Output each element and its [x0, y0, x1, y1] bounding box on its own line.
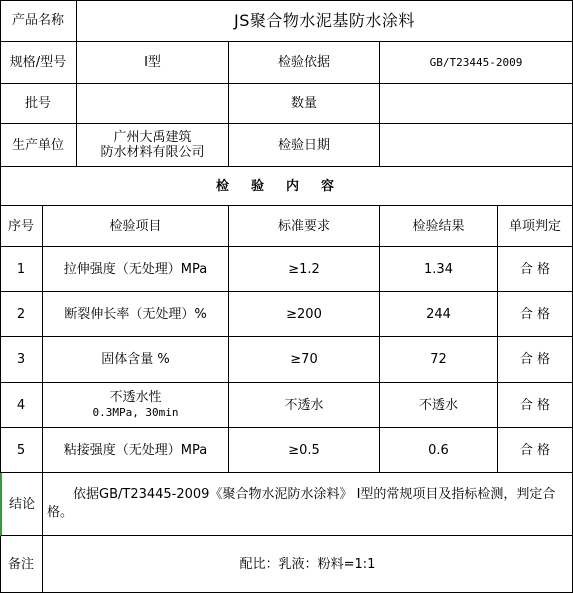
row-1-verdict: 合 格 [498, 247, 573, 292]
row-4-result: 不透水 [380, 383, 498, 428]
conclusion-label: 结论 [0, 473, 43, 536]
row-4-verdict: 合 格 [498, 383, 573, 428]
col-header-requirement: 标准要求 [229, 206, 380, 247]
row-4-no: 4 [0, 383, 43, 428]
row-1-no: 1 [0, 247, 43, 292]
inspection-date-label: 检验日期 [229, 124, 380, 167]
batch-value [77, 84, 229, 124]
row-3-result: 72 [380, 337, 498, 383]
manufacturer-line-1: 广州大禹建筑 [113, 130, 192, 145]
row-3-no: 3 [0, 337, 43, 383]
remark-text: 配比：乳液：粉料=1:1 [43, 536, 573, 593]
row-2-verdict: 合 格 [498, 292, 573, 337]
manufacturer-value [77, 124, 229, 167]
row-5-no: 5 [0, 428, 43, 473]
product-name-label: 产品名称 [0, 0, 77, 42]
section-title: 检验内容 [0, 167, 573, 206]
row-5-result: 0.6 [380, 428, 498, 473]
manufacturer-label: 生产单位 [0, 124, 77, 167]
basis-label: 检验依据 [229, 42, 380, 84]
row-4-item [43, 383, 229, 428]
row-2-no: 2 [0, 292, 43, 337]
batch-label: 批号 [0, 84, 77, 124]
row-4-item-line-2: 0.3MPa, 30min [92, 406, 179, 419]
basis-value: GB/T23445-2009 [380, 42, 573, 84]
col-header-item: 检验项目 [43, 206, 229, 247]
row-1-item: 拉伸强度（无处理）MPa [43, 247, 229, 292]
spec-value: Ⅰ型 [77, 42, 229, 84]
row-3-verdict: 合 格 [498, 337, 573, 383]
row-2-result: 244 [380, 292, 498, 337]
quantity-value [380, 84, 573, 124]
col-header-verdict: 单项判定 [498, 206, 573, 247]
row-1-result: 1.34 [380, 247, 498, 292]
spec-label: 规格/型号 [0, 42, 77, 84]
row-3-requirement: ≥70 [229, 337, 380, 383]
row-1-requirement: ≥1.2 [229, 247, 380, 292]
conclusion-text: 依据GB/T23445-2009《聚合物水泥防水涂料》 Ⅰ型的常规项目及指标检测，判定合格。 [43, 473, 573, 536]
row-5-item: 粘接强度（无处理）MPa [43, 428, 229, 473]
remark-label: 备注 [0, 536, 43, 593]
product-name-value: JS聚合物水泥基防水涂料 [77, 0, 573, 42]
row-2-requirement: ≥200 [229, 292, 380, 337]
row-2-item: 断裂伸长率（无处理）% [43, 292, 229, 337]
manufacturer-line-2: 防水材料有限公司 [100, 145, 205, 160]
row-5-requirement: ≥0.5 [229, 428, 380, 473]
row-4-requirement: 不透水 [229, 383, 380, 428]
quantity-label: 数量 [229, 84, 380, 124]
col-header-no: 序号 [0, 206, 43, 247]
inspection-date-value [380, 124, 573, 167]
row-4-item-line-1: 不透水性 [109, 390, 162, 405]
row-3-item: 固体含量 % [43, 337, 229, 383]
row-5-verdict: 合 格 [498, 428, 573, 473]
col-header-result: 检验结果 [380, 206, 498, 247]
